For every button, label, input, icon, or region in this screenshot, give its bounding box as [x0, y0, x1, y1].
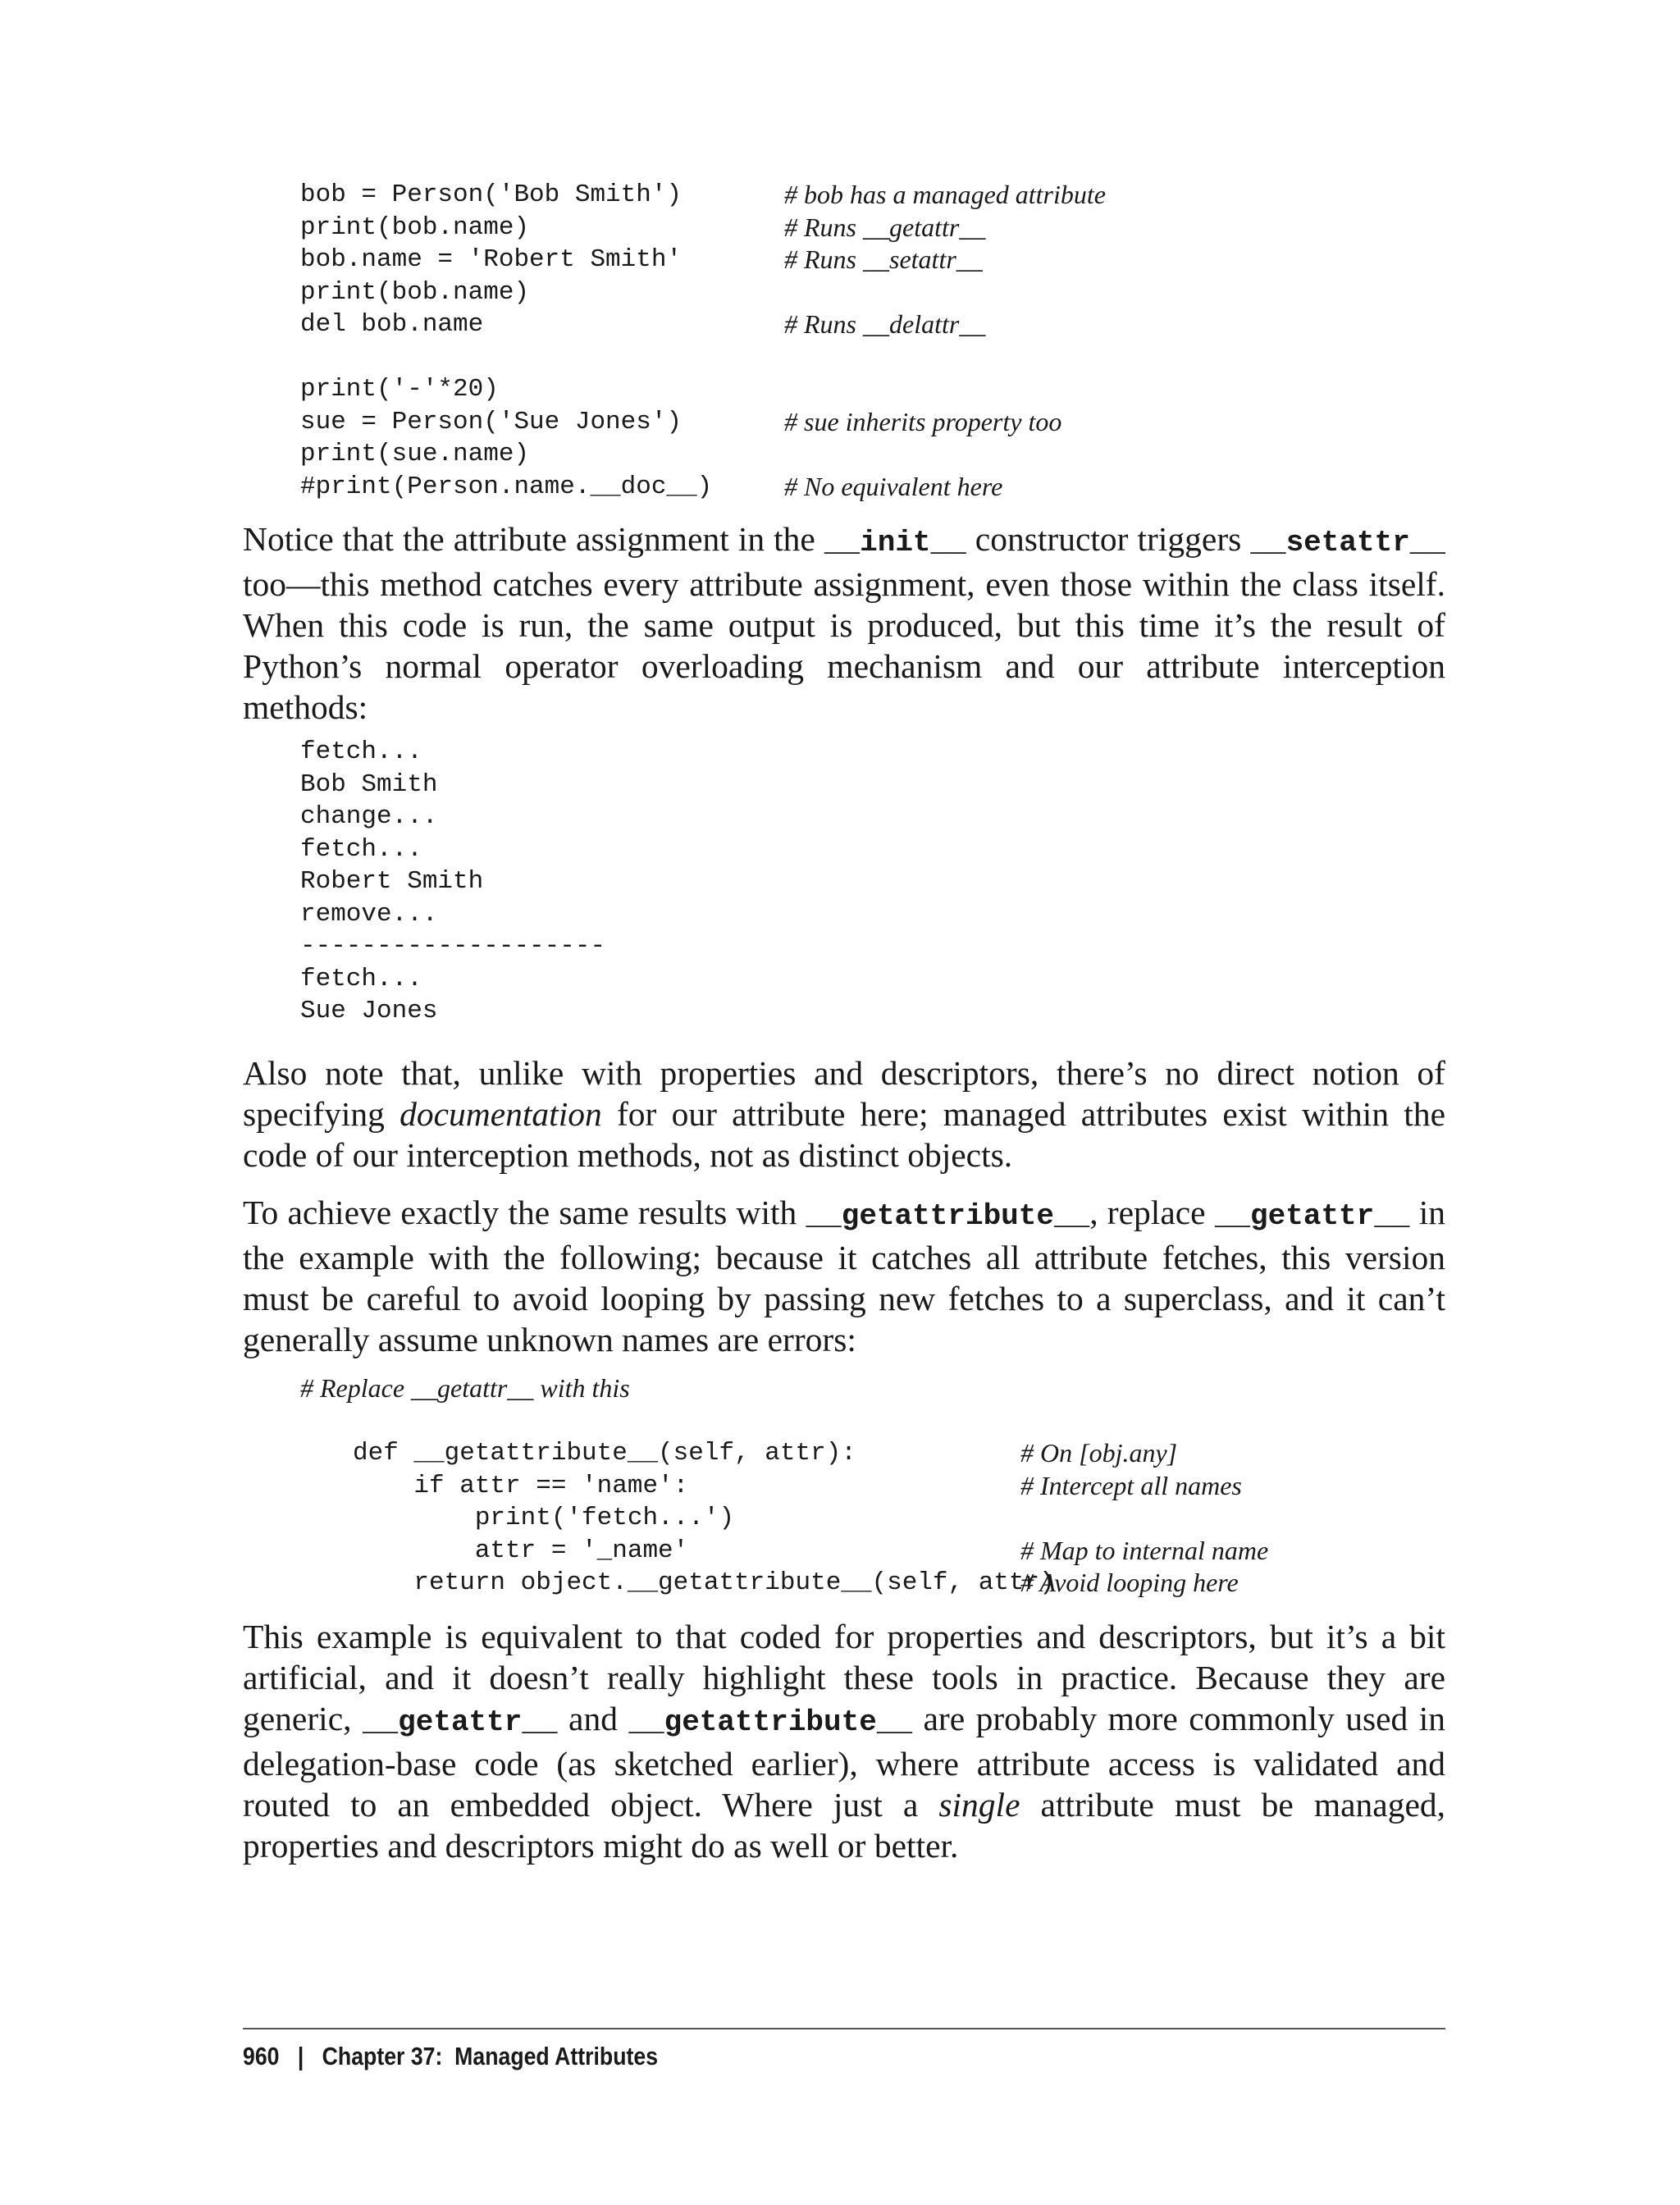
output-line — [300, 898, 605, 931]
code-line — [300, 373, 1106, 406]
code-block-person-demo — [300, 179, 1106, 503]
code-comment: # Runs __getattr__ — [784, 212, 986, 242]
emphasis-text: documentation — [399, 1095, 602, 1133]
code-line — [300, 1372, 1268, 1405]
code-line — [300, 1405, 1268, 1438]
code-text: print('-'*20) — [300, 375, 499, 404]
code-text: Bob Smith — [300, 769, 438, 799]
code-text: del bob.name — [300, 310, 484, 339]
code-text: change... — [300, 802, 438, 831]
text: This example is equivalent to that coded for properties and descriptors, but it’s a bit artificial, and it doesn’t really highlight these tools in practice. Because they are generic, — [243, 1618, 1445, 1737]
code-line — [300, 276, 1106, 309]
code-comment-header: # Replace __getattr__ with this — [300, 1373, 630, 1403]
code-line — [300, 212, 1106, 244]
inline-code: __init__ — [824, 526, 966, 559]
paragraph-getattribute-intro — [243, 1192, 1445, 1360]
inline-code: __getattribute__ — [628, 1705, 913, 1739]
output-line — [300, 736, 605, 769]
code-comment: # On [obj.any] — [1020, 1438, 1178, 1468]
code-block-getattribute — [300, 1372, 1268, 1600]
code-text: print(sue.name) — [300, 440, 530, 468]
code-text: Robert Smith — [300, 867, 484, 896]
inline-code: __getattr__ — [1214, 1199, 1410, 1233]
code-text — [300, 341, 784, 374]
code-comment: # No equivalent here — [784, 471, 1003, 501]
footer-rule — [243, 2028, 1445, 2029]
output-line — [300, 801, 605, 833]
text: Notice that the attribute assignment in the — [243, 520, 824, 558]
output-line — [300, 865, 605, 898]
code-text: return object.__getattribute__(self, attr) — [353, 1568, 1055, 1597]
code-comment: # bob has a managed attribute — [784, 180, 1106, 209]
code-text: if attr == 'name': — [353, 1471, 689, 1500]
code-line — [300, 471, 1106, 504]
text: too—this method catches every attribute assignment, even those within the class itself. When this code is run, the same output is produced, but this time it’s the result of Python’s normal operator overloading mechanism and our attribute interception methods: — [243, 565, 1445, 726]
text: , replace — [1089, 1194, 1215, 1231]
code-text: print(bob.name) — [300, 212, 530, 242]
code-text: print(bob.name) — [300, 277, 530, 307]
code-text: Sue Jones — [300, 997, 438, 1025]
code-line — [300, 341, 1106, 374]
code-text: def __getattribute__(self, attr): — [353, 1439, 856, 1468]
code-text: fetch... — [300, 964, 422, 993]
code-block-output — [300, 736, 605, 1028]
page-number: 960 — [243, 2042, 280, 2070]
text: in the example with the following; because it catches all attribute fetches, this version must be careful to avoid looping by passing new fetches to a superclass, and it can’t generally assume unknown names are errors: — [243, 1194, 1445, 1358]
code-comment: # Runs __delattr__ — [784, 309, 986, 339]
chapter-title: Chapter 37: Managed Attributes — [322, 2042, 659, 2070]
paragraph-conclusion — [243, 1616, 1445, 1866]
inline-code: __setattr__ — [1250, 526, 1445, 559]
code-line — [300, 179, 1106, 212]
inline-code: __getattr__ — [362, 1705, 558, 1739]
output-line — [300, 995, 605, 1028]
code-text: remove... — [300, 899, 438, 929]
output-line — [300, 833, 605, 866]
code-text: -------------------- — [300, 932, 606, 961]
code-line — [300, 244, 1106, 276]
code-comment: # Runs __setattr__ — [784, 244, 983, 274]
output-line — [300, 930, 605, 963]
text: and — [557, 1700, 629, 1737]
code-comment: # Map to internal name — [1020, 1535, 1269, 1565]
text: for our attribute here; managed attributes exist within the code of our interception methods, not as distinct objects. — [243, 1095, 1445, 1174]
text: are probably more commonly used in delegation-base code (as sketched earlier), where attribute access is validated and routed to an embedded object. Where just a — [243, 1700, 1446, 1824]
code-text: bob = Person('Bob Smith') — [300, 180, 682, 209]
code-text: print('fetch...') — [353, 1504, 735, 1532]
text: attribute must be managed, properties and descriptors might do as well or better. — [243, 1786, 1446, 1865]
code-line — [300, 406, 1106, 439]
output-line — [300, 769, 605, 801]
footer-separator: | — [297, 2042, 304, 2070]
text: To achieve exactly the same results with — [243, 1194, 806, 1231]
code-comment: # Intercept all names — [1020, 1470, 1242, 1500]
text: Also note that, unlike with properties and descriptors, there’s no direct notion of specifying — [243, 1054, 1445, 1133]
output-line — [300, 963, 605, 996]
code-line — [300, 1502, 1268, 1535]
code-text: fetch... — [300, 834, 422, 864]
code-line — [300, 1567, 1268, 1600]
code-line — [300, 308, 1106, 341]
paragraph-setattr-note — [243, 518, 1445, 728]
paragraph-documentation-note — [243, 1052, 1445, 1176]
code-text: #print(Person.name.__doc__) — [300, 472, 713, 501]
code-line — [300, 1470, 1268, 1503]
code-comment: # Avoid looping here — [1020, 1568, 1239, 1597]
page-footer — [243, 2036, 658, 2077]
code-line — [300, 1535, 1268, 1568]
code-comment: # sue inherits property too — [784, 406, 1062, 436]
code-text: attr = '_name' — [353, 1536, 689, 1565]
code-text: sue = Person('Sue Jones') — [300, 407, 682, 436]
code-line — [300, 1437, 1268, 1470]
inline-code: __getattribute__ — [806, 1199, 1090, 1233]
text: constructor triggers — [966, 520, 1251, 558]
code-text: bob.name = 'Robert Smith' — [300, 245, 682, 274]
code-line — [300, 438, 1106, 471]
emphasis-text: single — [938, 1786, 1020, 1824]
code-text: fetch... — [300, 737, 422, 766]
